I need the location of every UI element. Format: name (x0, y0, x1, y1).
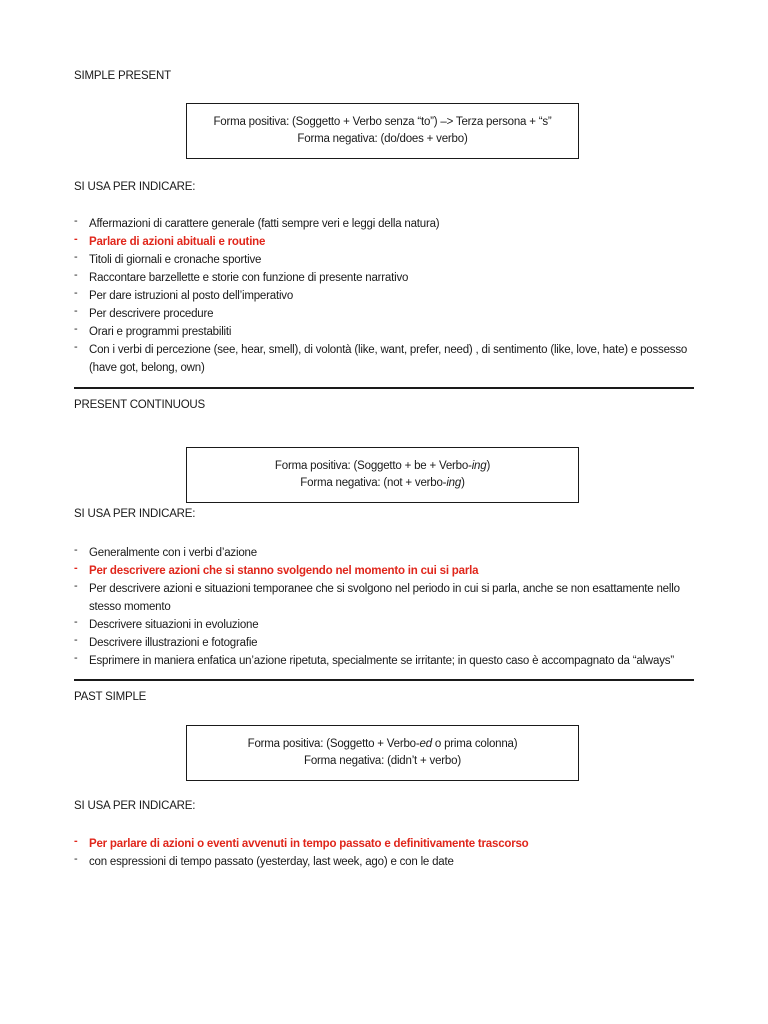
formula-positive: Forma positiva: (Soggetto + Verbo senza “to”) –> Terza persona + “s” (213, 116, 552, 128)
bullet-dash-icon: - (74, 616, 78, 628)
formula-box-present-continuous (186, 447, 579, 503)
formula-positive: Forma positiva: (Soggetto + be + Verbo-ing) (274, 460, 491, 472)
section-divider (74, 387, 694, 389)
list-item (74, 251, 714, 269)
bullet-dash-icon: - (74, 215, 78, 227)
section-title-simple-present: SIMPLE PRESENT (74, 70, 171, 82)
bullet-dash-icon: - (74, 323, 78, 335)
formula-positive: Forma positiva: (Soggetto + Verbo-ed o prima colonna) (247, 738, 518, 750)
bullet-dash-icon: - (74, 251, 78, 263)
list-item-text: Descrivere situazioni in evoluzione (89, 619, 259, 631)
bullet-dash-icon: - (74, 853, 78, 865)
list-item (74, 287, 714, 305)
formula-negative: Forma negativa: (do/does + verbo) (297, 133, 468, 145)
usage-list-simple-present (74, 215, 714, 377)
list-item (74, 652, 714, 670)
list-item-text: Per descrivere azioni e situazioni temporanee che si svolgono nel periodo in cui si parla, anche se non esattamente nello stesso momento (89, 583, 680, 613)
list-item (74, 269, 714, 287)
bullet-dash-icon: - (74, 580, 78, 592)
list-item-text: Esprimere in maniera enfatica un’azione ripetuta, specialmente se irritante; in questo caso è accompagnato da “always” (89, 655, 674, 667)
section-divider (74, 679, 694, 681)
usage-heading-present-continuous: SI USA PER INDICARE: (74, 508, 196, 520)
list-item (74, 835, 714, 853)
formula-box-simple-present (186, 103, 579, 159)
usage-heading-past-simple: SI USA PER INDICARE: (74, 800, 196, 812)
list-item (74, 616, 714, 634)
list-item (74, 341, 714, 377)
list-item-text: Per parlare di azioni o eventi avvenuti in tempo passato e definitivamente trascorso (89, 838, 529, 850)
bullet-dash-icon: - (74, 835, 78, 847)
list-item-text: Per descrivere azioni che si stanno svolgendo nel momento in cui si parla (89, 565, 479, 577)
list-item-text: Raccontare barzellette e storie con funzione di presente narrativo (89, 272, 409, 284)
list-item-text: Parlare di azioni abituali e routine (89, 236, 266, 248)
usage-heading-simple-present: SI USA PER INDICARE: (74, 181, 196, 193)
bullet-dash-icon: - (74, 305, 78, 317)
bullet-dash-icon: - (74, 269, 78, 281)
formula-negative: Forma negativa: (didn’t + verbo) (304, 755, 461, 767)
list-item-text: Per dare istruzioni al posto dell’imperativo (89, 290, 294, 302)
list-item-text: Orari e programmi prestabiliti (89, 326, 232, 338)
list-item-text: Generalmente con i verbi d’azione (89, 547, 257, 559)
bullet-dash-icon: - (74, 287, 78, 299)
usage-list-past-simple (74, 835, 714, 871)
list-item (74, 544, 714, 562)
bullet-dash-icon: - (74, 544, 78, 556)
list-item (74, 305, 714, 323)
usage-list-present-continuous (74, 544, 714, 670)
section-title-past-simple: PAST SIMPLE (74, 691, 147, 703)
list-item (74, 580, 714, 616)
list-item-text: Affermazioni di carattere generale (fatti sempre veri e leggi della natura) (89, 218, 440, 230)
formula-negative: Forma negativa: (not + verbo-ing) (300, 477, 465, 489)
bullet-dash-icon: - (74, 562, 78, 574)
bullet-dash-icon: - (74, 652, 78, 664)
list-item (74, 323, 714, 341)
list-item (74, 562, 714, 580)
bullet-dash-icon: - (74, 233, 78, 245)
list-item (74, 853, 714, 871)
list-item (74, 634, 714, 652)
bullet-dash-icon: - (74, 341, 78, 353)
list-item (74, 233, 714, 251)
list-item (74, 215, 714, 233)
list-item-text: Titoli di giornali e cronache sportive (89, 254, 262, 266)
list-item-text: Descrivere illustrazioni e fotografie (89, 637, 258, 649)
section-title-present-continuous: PRESENT CONTINUOUS (74, 399, 206, 411)
formula-box-past-simple (186, 725, 579, 781)
list-item-text: con espressioni di tempo passato (yesterday, last week, ago) e con le date (89, 856, 454, 868)
list-item-text: Con i verbi di percezione (see, hear, smell), di volontà (like, want, prefer, need) , di sentimento (like, love, hate) e possesso (have got, belong, own) (89, 344, 688, 374)
bullet-dash-icon: - (74, 634, 78, 646)
list-item-text: Per descrivere procedure (89, 308, 214, 320)
